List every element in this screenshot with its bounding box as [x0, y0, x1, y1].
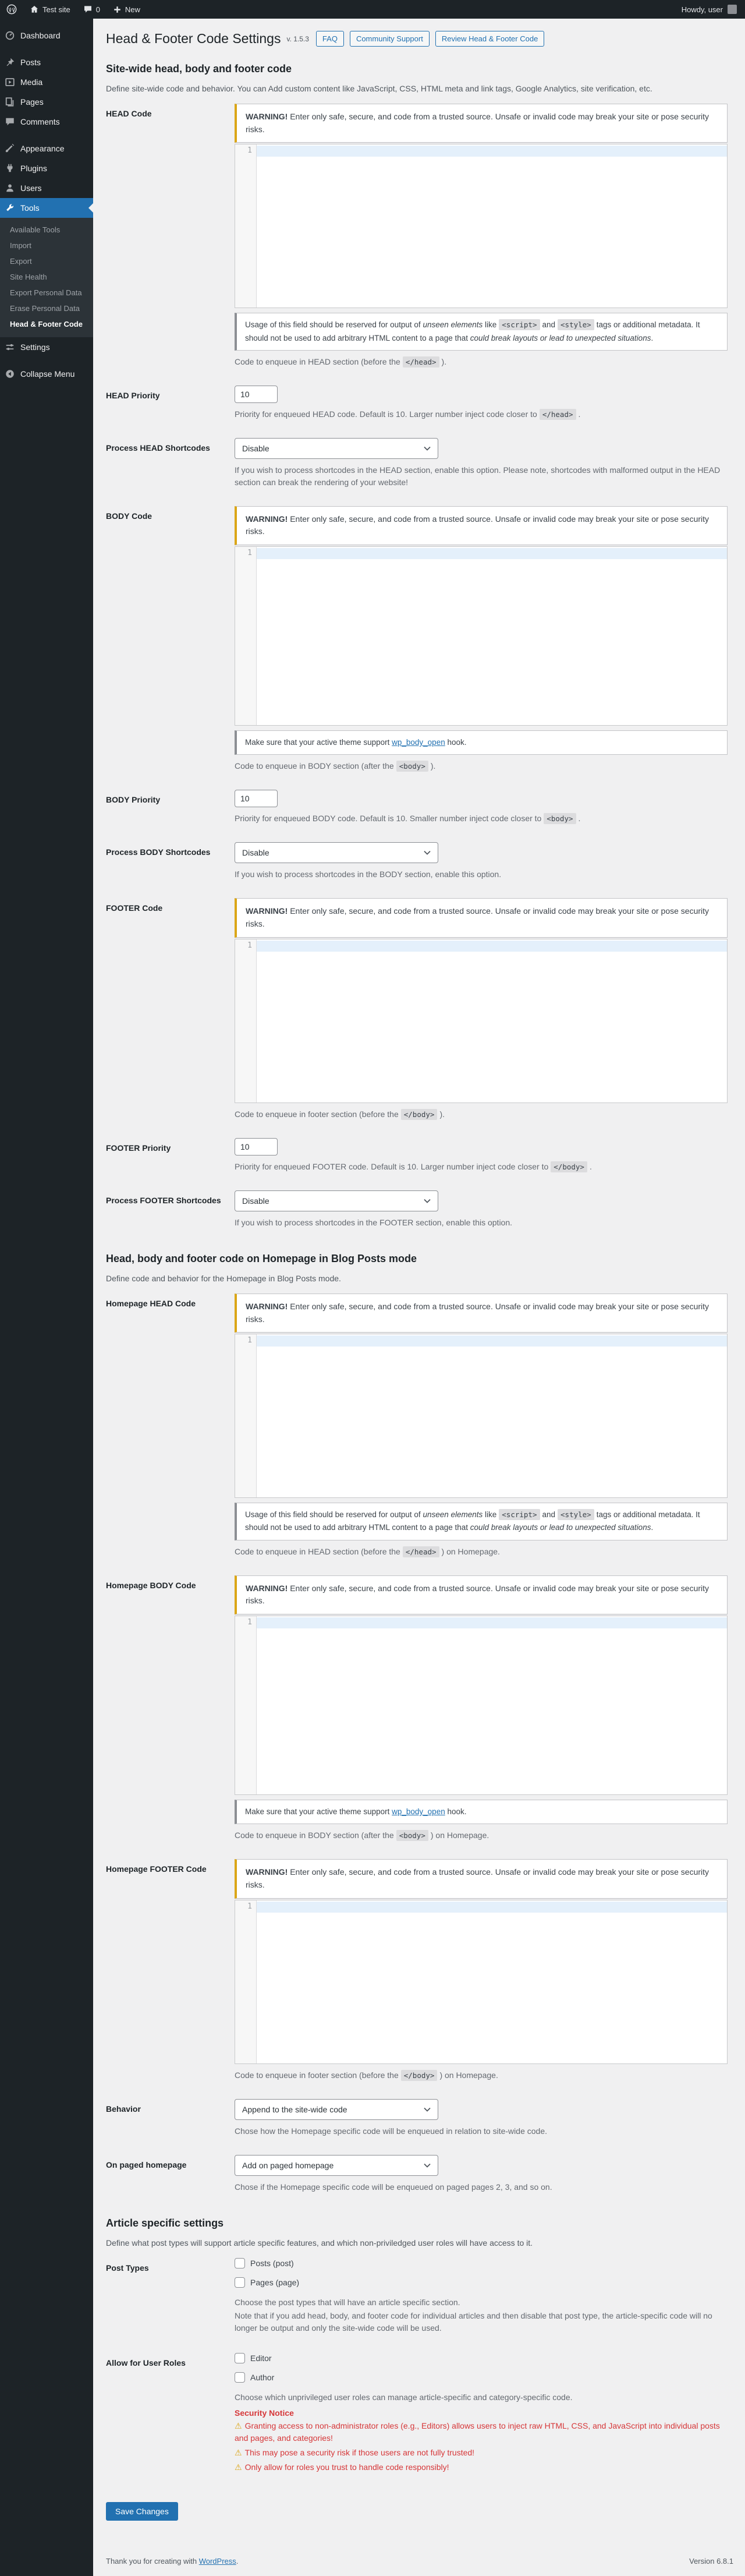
editor-body [257, 547, 727, 725]
sidebar-item-tools[interactable] [0, 198, 93, 218]
selected-value: Disable [242, 443, 269, 453]
editor-gutter [235, 1900, 257, 2063]
warning-box [235, 898, 728, 937]
users-icon [5, 183, 15, 193]
sidebar-item-label: Collapse Menu [20, 369, 75, 379]
usage-text: . [651, 1523, 654, 1532]
wordpress-link[interactable]: WordPress [198, 2556, 236, 2566]
plugin-version: v. 1.5.3 [286, 34, 309, 43]
checkbox-label: Author [250, 2372, 275, 2382]
new-label: New [125, 5, 140, 14]
dashboard-icon [5, 30, 15, 41]
submenu-item-erase-personal-data[interactable]: Erase Personal Data [10, 304, 80, 313]
sidebar-item-label: Pages [20, 97, 44, 107]
body-hook-note: Make sure that your active theme support wp_body_open hook. [235, 730, 728, 755]
body-hook-note: Make sure that your active theme support wp_body_open hook. [235, 1800, 728, 1824]
footer-code-description: Code to enqueue in footer section (before the </body> ). [235, 1109, 445, 1119]
site-name: Test site [42, 5, 70, 14]
chevron-down-icon [424, 446, 431, 451]
submenu-item-available-tools[interactable]: Available Tools [10, 225, 61, 234]
collapse-menu-button[interactable] [0, 364, 93, 384]
usage-text: tags or additional metadata. It should not be used to add arbitrary HTML content to a page that [245, 1510, 700, 1532]
submenu-item-site-health[interactable]: Site Health [10, 273, 47, 281]
row-process-body-shortcodes [106, 833, 733, 889]
submenu-item-head-footer-code[interactable]: Head & Footer Code [10, 320, 83, 328]
usage-note [235, 1503, 728, 1540]
process-head-shortcodes-select[interactable] [235, 438, 438, 459]
section-heading-article: Article specific settings [106, 2217, 224, 2229]
body-close-chip: </body> [551, 1161, 587, 1172]
usage-text: Usage of this field should be reserved for output of [245, 320, 423, 330]
editor-body [257, 1900, 727, 2063]
warning-box [235, 104, 728, 143]
process-body-shortcodes-select[interactable] [235, 842, 438, 863]
sidebar-item-label: Users [20, 183, 42, 193]
warning-triangle-icon: ⚠ [235, 2420, 242, 2430]
head-close-chip: </head> [540, 409, 576, 420]
security-warning-2: ⚠ This may pose a security risk if those users are not fully trusted! [235, 2447, 475, 2457]
chevron-down-icon [424, 1199, 431, 1203]
row-footer-code [106, 889, 733, 1129]
body-open-chip: <body> [396, 761, 428, 772]
label-homepage-footer-code: Homepage FOOTER Code [106, 1864, 207, 1874]
sidebar-item-dashboard[interactable] [0, 26, 93, 45]
selected-value: Append to the site-wide code [242, 2104, 347, 2114]
sidebar-item-appearance[interactable] [0, 139, 93, 158]
tools-icon [5, 203, 15, 213]
label-behavior: Behavior [106, 2104, 141, 2114]
role-author-checkbox[interactable] [235, 2372, 245, 2383]
editor-gutter [235, 547, 257, 725]
sidebar-item-label: Settings [20, 342, 50, 352]
warning-triangle-icon: ⚠ [235, 2447, 242, 2457]
sidebar-item-label: Dashboard [20, 31, 61, 40]
usage-text: and [542, 320, 556, 330]
warning-text: Enter only safe, secure, and code from a trusted source. Unsafe or invalid code may break your site or pose security risks. [246, 111, 709, 134]
row-process-head-shortcodes [106, 429, 733, 497]
section-heading-sitewide: Site-wide head, body and footer code [106, 62, 292, 75]
homepage-footer-description: Code to enqueue in footer section (before the </body> ) on Homepage. [235, 2070, 498, 2080]
post-type-posts-option [235, 2258, 728, 2268]
footer-code-editor[interactable] [235, 939, 728, 1103]
sidebar-item-media[interactable] [0, 72, 93, 92]
sidebar-item-label: Plugins [20, 164, 47, 173]
editor-active-line [257, 1617, 727, 1628]
editor-line-number: 1 [247, 1336, 252, 1345]
row-homepage-head-code [106, 1285, 733, 1567]
sidebar-item-comments[interactable] [0, 112, 93, 132]
editor-gutter [235, 1616, 257, 1794]
sidebar-item-label: Tools [20, 203, 40, 213]
sidebar-item-users[interactable] [0, 178, 93, 198]
label-body-priority: BODY Priority [106, 795, 161, 805]
behavior-select[interactable] [235, 2099, 438, 2120]
style-tag-chip: <style> [558, 1509, 594, 1520]
editor-line-number: 1 [247, 146, 252, 156]
footer-thanks: Thank you for creating with WordPress. [106, 2556, 239, 2566]
community-support-button[interactable]: Community Support [350, 31, 430, 47]
body-code-editor[interactable] [235, 546, 728, 726]
pages-icon [5, 97, 15, 107]
editor-active-line [257, 941, 727, 952]
editor-line-number: 1 [247, 941, 252, 950]
usage-text: like [483, 1510, 497, 1520]
label-process-footer-shortcodes: Process FOOTER Shortcodes [106, 1195, 221, 1205]
faq-button[interactable]: FAQ [316, 31, 344, 47]
plus-icon [113, 5, 122, 14]
checkbox-label: Pages (page) [250, 2277, 300, 2287]
label-allow-user-roles: Allow for User Roles [106, 2358, 186, 2367]
warning-triangle-icon: ⚠ [235, 2462, 242, 2472]
security-warning-1: ⚠ Granting access to non-administrator roles (e.g., Editors) allows users to inject raw HTML, CSS, and JavaScript into individual posts and pages, and categories! [235, 2420, 720, 2443]
body-close-chip: </body> [401, 1109, 438, 1120]
homepage-body-code-editor[interactable] [235, 1616, 728, 1795]
body-code-description: Code to enqueue in BODY section (after the <body> ). [235, 761, 436, 771]
usage-em: could break layouts or lead to unexpected situations [470, 1523, 651, 1532]
avatar [728, 5, 737, 14]
media-icon [5, 77, 15, 87]
post-type-posts-checkbox[interactable] [235, 2258, 245, 2268]
script-tag-chip: <script> [499, 1509, 540, 1520]
selected-value: Disable [242, 1196, 269, 1206]
warning-bold: WARNING! [246, 514, 288, 524]
usage-em: unseen elements [423, 1510, 483, 1520]
process-footer-shortcodes-select[interactable] [235, 1190, 438, 1211]
sidebar-item-label: Media [20, 77, 43, 87]
warning-box [235, 1294, 728, 1333]
head-code-description: Code to enqueue in HEAD section (before the </head> ). [235, 356, 447, 366]
usage-note [235, 313, 728, 351]
head-close-chip: </head> [403, 1546, 439, 1557]
editor-gutter [235, 144, 257, 308]
row-on-paged-homepage [106, 2146, 733, 2202]
usage-text: like [483, 320, 497, 330]
page-footer [106, 2557, 733, 2576]
behavior-description: Chose how the Homepage specific code will be enqueued in relation to site-wide code. [235, 2126, 547, 2136]
post-type-pages-option [235, 2277, 728, 2288]
warning-box [235, 1859, 728, 1898]
head-close-chip: </head> [403, 356, 439, 368]
selected-value: Disable [242, 848, 269, 858]
label-head-code: HEAD Code [106, 108, 152, 118]
usage-em: could break layouts or lead to unexpected situations [470, 333, 651, 342]
homepage-body-description: Code to enqueue in BODY section (after the <body> ) on Homepage. [235, 1831, 489, 1840]
sidebar-item-plugins[interactable] [0, 158, 93, 178]
footer-priority-description: Priority for enqueued FOOTER code. Default is 10. Larger number inject code closer to </body> . [235, 1161, 592, 1171]
editor-gutter [235, 939, 257, 1103]
sidebar-item-label: Appearance [20, 144, 65, 153]
chevron-down-icon [424, 2163, 431, 2168]
label-body-code: BODY Code [106, 511, 152, 521]
label-homepage-head-code: Homepage HEAD Code [106, 1298, 196, 1308]
process-head-description: If you wish to process shortcodes in the HEAD section, enable this option. Please note, shortcodes with malformed output in the HEAD section can break the rendering of your website! [235, 465, 721, 487]
roles-description: Choose which unprivileged user roles can manage article-specific and category-specific code. [235, 2392, 573, 2402]
main-content [93, 19, 745, 2576]
homepage-footer-code-editor[interactable] [235, 1900, 728, 2064]
security-notice-title: Security Notice [235, 2408, 294, 2418]
pin-icon [5, 57, 15, 68]
warning-box [235, 1575, 728, 1614]
warning-text: Enter only safe, secure, and code from a trusted source. Unsafe or invalid code may break your site or pose security risks. [246, 1867, 709, 1890]
role-author-option [235, 2372, 728, 2383]
label-footer-priority: FOOTER Priority [106, 1143, 171, 1153]
section-heading-homepage: Head, body and footer code on Homepage in Blog Posts mode [106, 1252, 417, 1264]
selected-value: Add on paged homepage [242, 2160, 334, 2170]
admin-sidebar [0, 19, 93, 2576]
body-open-chip: <body> [544, 813, 576, 824]
post-type-pages-checkbox[interactable] [235, 2277, 245, 2288]
head-priority-description: Priority for enqueued HEAD code. Default is 10. Larger number inject code closer to </head> . [235, 409, 581, 419]
editor-line-number: 1 [247, 1618, 252, 1627]
submenu-item-export[interactable]: Export [10, 257, 32, 266]
plugins-icon [5, 163, 15, 174]
checkbox-label: Editor [250, 2353, 272, 2363]
body-priority-description: Priority for enqueued BODY code. Default is 10. Smaller number inject code closer to <body> . [235, 814, 581, 824]
account-menu[interactable] [682, 5, 745, 14]
sidebar-item-label: Posts [20, 58, 41, 67]
warning-text: Enter only safe, secure, and code from a trusted source. Unsafe or invalid code may break your site or pose security risks. [246, 906, 709, 929]
editor-line-number: 1 [247, 1902, 252, 1911]
security-warning-3: ⚠ Only allow for roles you trust to handle code responsibly! [235, 2462, 449, 2472]
body-priority-input[interactable] [235, 790, 278, 807]
checkbox-label: Posts (post) [250, 2258, 294, 2268]
post-types-description: Choose the post types that will have an article specific section. Note that if you add head, body, and footer code for individual articles and then disable that post type, the article-specific code will no longer be output and only the site-wide code will be used. [235, 2297, 712, 2333]
on-paged-homepage-select[interactable] [235, 2155, 438, 2176]
site-name-link[interactable] [23, 0, 77, 19]
homepage-head-description: Code to enqueue in HEAD section (before the </head> ) on Homepage. [235, 1546, 500, 1556]
process-footer-description: If you wish to process shortcodes in the FOOTER section, enable this option. [235, 1217, 513, 1227]
section-intro-sitewide: Define site-wide code and behavior. You can Add custom content like JavaScript, CSS, HTML meta and link tags, Google Analytics, site verification, etc. [106, 83, 652, 93]
editor-active-line [257, 146, 727, 157]
section-intro-homepage: Define code and behavior for the Homepage in Blog Posts mode. [106, 1273, 341, 1283]
row-head-priority [106, 377, 733, 429]
label-head-priority: HEAD Priority [106, 390, 160, 400]
body-open-chip: <body> [396, 1830, 428, 1841]
admin-bar [0, 0, 745, 19]
home-icon [30, 5, 39, 14]
label-process-head-shortcodes: Process HEAD Shortcodes [106, 443, 210, 453]
footer-version: Version 6.8.1 [689, 2556, 733, 2566]
editor-body [257, 144, 727, 308]
usage-text: tags or additional metadata. It should not be used to add arbitrary HTML content to a page that [245, 320, 700, 342]
editor-body [257, 1334, 727, 1497]
role-editor-option [235, 2353, 728, 2363]
role-editor-checkbox[interactable] [235, 2353, 245, 2363]
wp-logo-menu[interactable] [0, 0, 23, 19]
save-changes-button[interactable]: Save Changes [106, 2502, 178, 2521]
settings-icon [5, 342, 15, 352]
row-footer-priority [106, 1129, 733, 1182]
label-process-body-shortcodes: Process BODY Shortcodes [106, 847, 211, 857]
editor-line-number: 1 [247, 549, 252, 558]
chevron-down-icon [424, 850, 431, 855]
new-content-menu[interactable] [107, 0, 147, 19]
warning-bold: WARNING! [246, 1867, 288, 1877]
page-title: Head & Footer Code Settings [106, 31, 281, 46]
row-homepage-footer-code [106, 1850, 733, 2090]
row-head-code [106, 95, 733, 377]
editor-active-line [257, 1902, 727, 1913]
script-tag-chip: <script> [499, 319, 540, 330]
label-homepage-body-code: Homepage BODY Code [106, 1580, 196, 1590]
howdy-text: Howdy, user [681, 5, 723, 14]
usage-text: . [651, 333, 654, 342]
warning-bold: WARNING! [246, 906, 288, 916]
usage-text: Usage of this field should be reserved for output of [245, 1510, 423, 1520]
collapse-arrow-icon [5, 369, 15, 379]
comments-menu[interactable] [77, 0, 107, 19]
appearance-icon [5, 143, 15, 154]
editor-active-line [257, 548, 727, 559]
row-homepage-body-code [106, 1567, 733, 1851]
label-footer-code: FOOTER Code [106, 903, 163, 913]
editor-body [257, 1616, 727, 1794]
wp-body-open-link[interactable]: wp_body_open [392, 1807, 445, 1817]
usage-em: unseen elements [423, 320, 483, 330]
comments-icon [5, 116, 15, 127]
label-post-types: Post Types [106, 2263, 149, 2273]
row-allow-user-roles [106, 2344, 733, 2482]
warning-bold: WARNING! [246, 1301, 288, 1311]
row-body-priority [106, 781, 733, 833]
editor-gutter [235, 1334, 257, 1497]
sidebar-item-settings[interactable] [0, 337, 93, 357]
section-intro-article: Define what post types will support article specific features, and which non-priviledged user roles will have access to it. [106, 2238, 533, 2248]
editor-active-line [257, 1335, 727, 1347]
chevron-down-icon [424, 2107, 431, 2112]
style-tag-chip: <style> [558, 319, 594, 330]
submenu-item-import[interactable]: Import [10, 241, 31, 250]
review-plugin-button[interactable]: Review Head & Footer Code [435, 31, 544, 47]
editor-body [257, 939, 727, 1103]
titlebar [106, 30, 733, 48]
sidebar-item-label: Comments [20, 117, 60, 126]
usage-text: and [542, 1510, 556, 1520]
label-on-paged-homepage: On paged homepage [106, 2160, 187, 2169]
warning-text: Enter only safe, secure, and code from a trusted source. Unsafe or invalid code may break your site or pose security risks. [246, 1583, 709, 1606]
warning-bold: WARNING! [246, 111, 288, 121]
warning-text: Enter only safe, secure, and code from a trusted source. Unsafe or invalid code may break your site or pose security risks. [246, 1301, 709, 1324]
row-body-code [106, 497, 733, 782]
head-priority-input[interactable] [235, 386, 278, 403]
sidebar-item-posts[interactable] [0, 52, 93, 72]
warning-bold: WARNING! [246, 1583, 288, 1593]
homepage-head-code-editor[interactable] [235, 1334, 728, 1498]
wp-body-open-link[interactable]: wp_body_open [392, 738, 445, 747]
on-paged-description: Chose if the Homepage specific code will be enqueued on paged pages 2, 3, and so on. [235, 2182, 552, 2192]
comments-count: 0 [95, 5, 100, 14]
process-body-description: If you wish to process shortcodes in the BODY section, enable this option. [235, 870, 502, 879]
head-code-editor[interactable] [235, 144, 728, 308]
submenu-item-export-personal-data[interactable]: Export Personal Data [10, 288, 82, 297]
wordpress-logo-icon [6, 4, 17, 15]
row-behavior [106, 2090, 733, 2146]
row-post-types [106, 2249, 733, 2344]
footer-priority-input[interactable] [235, 1138, 278, 1156]
tools-submenu [0, 218, 93, 337]
warning-box [235, 506, 728, 545]
row-process-footer-shortcodes [106, 1182, 733, 1238]
comment-bubble-icon [83, 5, 93, 14]
body-close-chip: </body> [401, 2070, 438, 2081]
sidebar-item-pages[interactable] [0, 92, 93, 112]
warning-text: Enter only safe, secure, and code from a trusted source. Unsafe or invalid code may break your site or pose security risks. [246, 514, 709, 536]
